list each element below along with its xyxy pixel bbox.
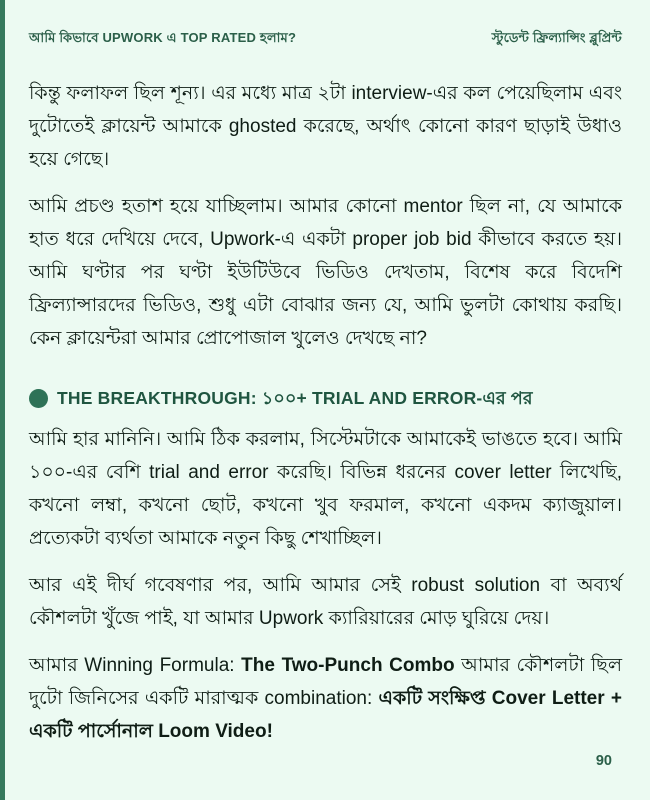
paragraph-segment-bold: একটি সংক্ষিপ্ত Cover Letter + একটি পার্সোনাল Loom Video! <box>29 688 623 742</box>
header-book-title: স্টুডেন্ট ফ্রিল্যান্সিং ব্লুপ্রিন্ট <box>491 30 622 45</box>
section-heading-row <box>29 387 622 409</box>
paragraph-segment: আমার কৌশলটা ছিল দুটো জিনিসের একটি মারাত্মক combination: <box>29 655 622 709</box>
body-paragraph: আমি হার মানিনি। আমি ঠিক করলাম, সিস্টেমটাকে আমাকেই ভাঙতে হবে। আমি ১০০-এর বেশি trial and error করেছি। বিভিন্ন ধরনের cover letter লিখেছি, কখনো লম্বা, কখনো ছোট, কখনো খুব ফরমাল, কখনো একদম ক্যাজুয়াল। প্রত্যেকটা ব্যর্থতা আমাকে নতুন কিছু শেখাচ্ছিল। <box>29 429 622 549</box>
page-content <box>5 77 650 748</box>
paragraph-segment-bold: The Two-Punch Combo <box>241 655 455 676</box>
body-paragraph: কিন্তু ফলাফল ছিল শূন্য। এর মধ্যে মাত্র ২টা interview-এর কল পেয়েছিলাম এবং দুটোতেই ক্লায়েন্ট আমাকে ghosted করেছে, অর্থাৎ কোনো কারণ ছাড়াই উধাও হয়ে গেছে। <box>29 83 622 170</box>
page-number: 90 <box>595 753 612 769</box>
paragraph-segment: আমার Winning Formula: <box>29 655 242 676</box>
body-paragraph-mixed <box>29 649 622 748</box>
body-paragraph: আর এই দীর্ঘ গবেষণার পর, আমি আমার সেই robust solution বা অব্যর্থ কৌশলটা খুঁজে পাই, যা আমার Upwork ক্যারিয়ারের মোড় ঘুরিয়ে দেয়। <box>29 575 622 629</box>
header-chapter-title: আমি কিভাবে UPWORK এ TOP RATED হলাম? <box>29 30 297 45</box>
page-header <box>5 0 650 50</box>
body-paragraph: আমি প্রচণ্ড হতাশ হয়ে যাচ্ছিলাম। আমার কোনো mentor ছিল না, যে আমাকে হাত ধরে দেখিয়ে দেবে, Upwork-এ একটা proper job bid কীভাবে করতে হয়। আমি ঘণ্টার পর ঘণ্টা ইউটিউবে ভিডিও দেখতাম, বিশেষ করে বিদেশি ফ্রিল্যান্সারদের ভিডিও, শুধু এটা বোঝার জন্য যে, আমি ভুলটা কোথায় করছি। কেন ক্লায়েন্টরা আমার প্রোপোজাল খুলেও দেখছে না? <box>29 196 622 349</box>
section-bullet-icon <box>29 389 48 408</box>
section-heading: THE BREAKTHROUGH: ১০০+ TRIAL AND ERROR-এর পর <box>57 388 533 408</box>
